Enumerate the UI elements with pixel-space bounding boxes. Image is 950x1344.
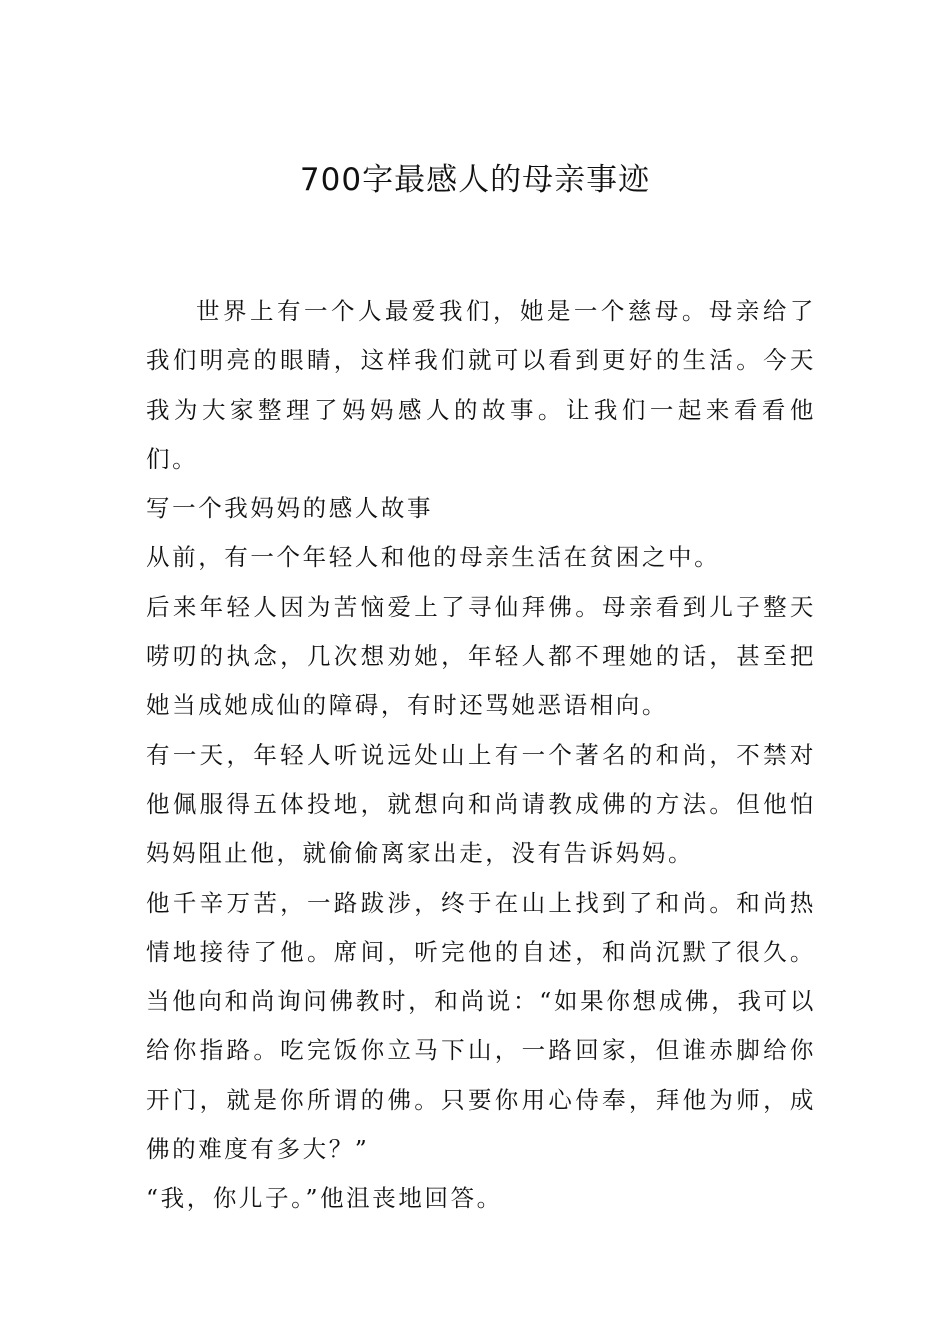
- paragraph: 后来年轻人因为苦恼爱上了寻仙拜佛。母亲看到儿子整天唠叨的执念，几次想劝她，年轻人都不理她的话，甚至把她当成她成仙的障碍，有时还骂她恶语相向。: [146, 592, 816, 720]
- document-title: 700字最感人的母亲事迹: [299, 162, 651, 198]
- paragraph: 有一天，年轻人听说远处山上有一个著名的和尚，不禁对他佩服得五体投地，就想向和尚请教成佛的方法。但他怕妈妈阻止他，就偷偷离家出走，没有告诉妈妈。: [146, 740, 816, 868]
- document-body: [146, 287, 816, 1224]
- paragraph-heading: 写一个我妈妈的感人故事: [146, 494, 434, 523]
- paragraph: 他千辛万苦，一路跋涉，终于在山上找到了和尚。和尚热情地接待了他。席间，听完他的自述，和尚沉默了很久。当他向和尚询问佛教时，和尚说：“如果你想成佛，我可以给你指路。吃完饭你立马下山，一路回家，但谁赤脚给你开门，就是你所谓的佛。只要你用心侍奉，拜他为师，成佛的难度有多大？”: [146, 888, 816, 1164]
- paragraph: “我，你儿子。”他沮丧地回答。: [146, 1184, 503, 1213]
- paragraph-intro: 世界上有一个人最爱我们，她是一个慈母。母亲给了我们明亮的眼睛，这样我们就可以看到更好的生活。今天我为大家整理了妈妈感人的故事。让我们一起来看看他们。: [146, 297, 816, 473]
- paragraph: 从前，有一个年轻人和他的母亲生活在贫困之中。: [146, 543, 721, 572]
